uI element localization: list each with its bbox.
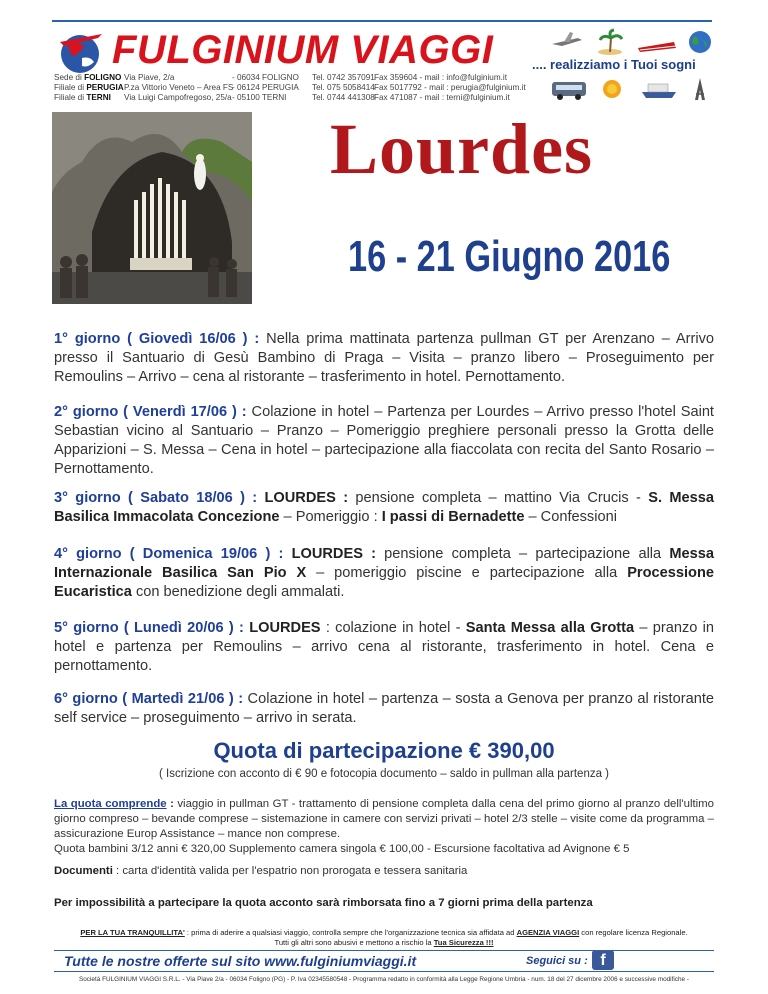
day-text: – pranzo in hotel e partenza per Remoulins – arrivo cena al ristorante, trasferimento in hotel. Cena e pernottamento.: [54, 620, 714, 674]
safety-text: con regolare licenza Regionale.: [579, 928, 688, 937]
earth-icon: [689, 31, 711, 53]
bus-icon: [552, 82, 586, 100]
office-cap: - 05100 TERNI: [232, 93, 287, 102]
day-4: [54, 545, 714, 602]
day-bold: Messa Internazionale Basilica San Pio X: [54, 546, 714, 581]
office-fax: Fax 5017792: [374, 83, 422, 92]
documents-text: : carta d'identità valida per l'espatrio non prorogata e tessera sanitaria: [112, 865, 468, 877]
day-bold: I passi di Bernadette: [381, 509, 525, 525]
day-text: Colazione in hotel – Partenza per Lourdes – Arrivo presso l'hotel Saint Sebastian vicino al Santuario – Pranzo – Pomeriggio preghiere personali presso la Grotta delle Apparizioni – S. Messa – Cena in hotel – partecipazione alla fiaccolata con recita del Santo Rosario – Pernottamento.: [54, 404, 714, 477]
office-foligno: [54, 73, 524, 83]
day-heading: 5° giorno ( Lunedì 20/06 ) :: [54, 620, 244, 636]
documents-label: Documenti: [54, 865, 113, 877]
office-label: Filiale di: [54, 93, 85, 102]
price-note: ( Iscrizione con acconto di € 90 e fotocopia documento – saldo in pullman alla partenza ): [158, 768, 610, 780]
office-cap: - 06124 PERUGIA: [232, 83, 299, 92]
safety-agency: AGENZIA VIAGGI: [516, 928, 580, 937]
cruise-ship-icon: [642, 84, 676, 98]
travel-icons-bottom: [548, 76, 718, 102]
day-2: [54, 403, 714, 479]
airplane-icon: [552, 32, 582, 46]
office-address: Via Luigi Campofregoso, 25/a: [124, 93, 232, 102]
office-mail[interactable]: - mail : terni@fulginium.it: [419, 93, 510, 102]
page-title: Lourdes: [330, 109, 594, 189]
office-cap: - 06034 FOLIGNO: [232, 73, 299, 82]
safety-label: PER LA TUA TRANQUILLITA': [80, 928, 185, 937]
day-text: pensione completa – mattino Via Crucis -: [348, 490, 649, 506]
includes-colon: :: [166, 798, 174, 810]
includes-section: [54, 797, 714, 857]
day-6: [54, 690, 714, 728]
safety-text: : prima di aderire a qualsiasi viaggio, controlla sempre che l'organizzazione tecnica sia affidata ad: [184, 928, 517, 937]
tagline: .... realizziamo i Tuoi sogni: [532, 57, 696, 72]
eiffel-tower-icon: [695, 78, 705, 100]
brand-name: FULGINIUM VIAGGI: [112, 28, 494, 72]
day-text: : colazione in hotel -: [320, 620, 466, 636]
safety-notice: [54, 928, 714, 948]
day-heading: 2° giorno ( Venerdì 17/06 ) :: [54, 404, 247, 420]
train-icon: [638, 42, 676, 52]
palm-island-icon: [598, 30, 622, 55]
office-tel: Tel. 075 5058414: [312, 83, 375, 92]
day-text: pensione completa – partecipazione alla: [375, 546, 670, 562]
office-address: Via Piave, 2/a: [124, 73, 175, 82]
price-title: Quota di partecipazione € 390,00: [213, 738, 555, 763]
header-rule: [52, 20, 712, 22]
safety-text: Tutti gli altri sono abusivi e mettono a rischio la: [274, 938, 434, 947]
office-tel: Tel. 0744 441308: [312, 93, 375, 102]
office-terni: [54, 93, 524, 103]
follow-us-label: Seguici su :: [526, 955, 588, 967]
includes-text: viaggio in pullman GT - trattamento di pensione completa dalla cena del primo giorno al pranzo dell'ultimo giorno compreso – bevande comprese – sistemazione in camere con servizi privati – hotel 2/3 stelle – visite come da programma – assicurazione Europ Assistance – mance non comprese.: [54, 798, 714, 840]
day-text: Nella prima mattinata partenza pullman GT per Arenzano – Arrivo presso il Santuario di Gesù Bambino di Praga – Visita – pranzo libero – Proseguimento per Remoulins – Arrivo – cena al ristorante – trasferimento in hotel. Pernottamento.: [54, 331, 714, 385]
office-addresses: [54, 73, 524, 103]
office-city: TERNI: [86, 93, 111, 102]
legal-footer: Società FULGINIUM VIAGGI S.R.L. - Via Piave 2/a - 06034 Foligno (PG) - P. Iva 02345580548 - Programma redatto in conformità alla Legge Regione Umbria - num. 18 del 27 dicembre 2006 e successive modifiche -: [78, 976, 689, 983]
day-bold: S. Messa Basilica Immacolata Concezione: [54, 490, 715, 525]
day-bold: LOURDES :: [257, 490, 349, 506]
lourdes-grotto-photo: [52, 112, 252, 304]
office-perugia: [54, 83, 524, 93]
cancellation-policy: Per impossibilità a partecipare la quota acconto sarà rimborsata fino a 7 giorni prima della partenza: [54, 897, 593, 909]
office-label: Filiale di: [54, 83, 85, 92]
sun-beach-icon: [603, 80, 621, 98]
day-heading: 6° giorno ( Martedì 21/06 ) :: [54, 691, 244, 707]
trip-dates: 16 - 21 Giugno 2016: [348, 232, 671, 281]
office-address: P.za Vittorio Veneto – Area FS: [124, 83, 234, 92]
office-city: FOLIGNO: [84, 73, 122, 82]
office-tel: Tel. 0742 357091: [312, 73, 375, 82]
website-link[interactable]: Tutte le nostre offerte sul sito www.fulginiumviaggi.it: [64, 953, 417, 969]
day-text: Colazione in hotel – partenza – sosta a Genova per pranzo al ristorante self service – proseguimento – arrivo in serata.: [54, 691, 714, 726]
office-mail[interactable]: - mail : info@fulginium.it: [419, 73, 508, 82]
day-1: [54, 330, 714, 387]
globe-logo-icon: [54, 28, 110, 76]
safety-security: Tua Sicurezza !!!: [433, 938, 494, 947]
facebook-icon[interactable]: f: [592, 950, 614, 970]
day-bold: LOURDES :: [283, 546, 376, 562]
documents-section: [54, 865, 714, 877]
day-bold: Santa Messa alla Grotta: [465, 620, 635, 636]
day-text: – pomeriggio piscine e partecipazione alla: [306, 565, 628, 581]
day-text: – Confessioni: [524, 509, 617, 525]
travel-icons-top: [548, 28, 718, 56]
day-bold: LOURDES: [243, 620, 321, 636]
includes-extra: Quota bambini 3/12 anni € 320,00 Supplemento camera singola € 100,00 - Escursione facoltativa ad Avignone € 5: [54, 843, 630, 855]
office-label: Sede di: [54, 73, 82, 82]
day-3: [54, 489, 714, 527]
day-bold: Processione Eucaristica: [54, 565, 714, 600]
office-mail[interactable]: - mail : perugia@fulginium.it: [424, 83, 526, 92]
office-fax: Fax 471087: [374, 93, 418, 102]
office-fax: Fax 359604: [374, 73, 418, 82]
includes-label: La quota comprende: [54, 798, 167, 810]
day-5: [54, 619, 714, 676]
day-text: – Pomeriggio :: [279, 509, 382, 525]
office-city: PERUGIA: [86, 83, 124, 92]
day-heading: 4° giorno ( Domenica 19/06 ) :: [54, 546, 284, 562]
day-heading: 3° giorno ( Sabato 18/06 ) :: [54, 490, 258, 506]
day-text: con benedizione degli ammalati.: [131, 584, 345, 600]
day-heading: 1° giorno ( Giovedì 16/06 ) :: [54, 331, 260, 347]
